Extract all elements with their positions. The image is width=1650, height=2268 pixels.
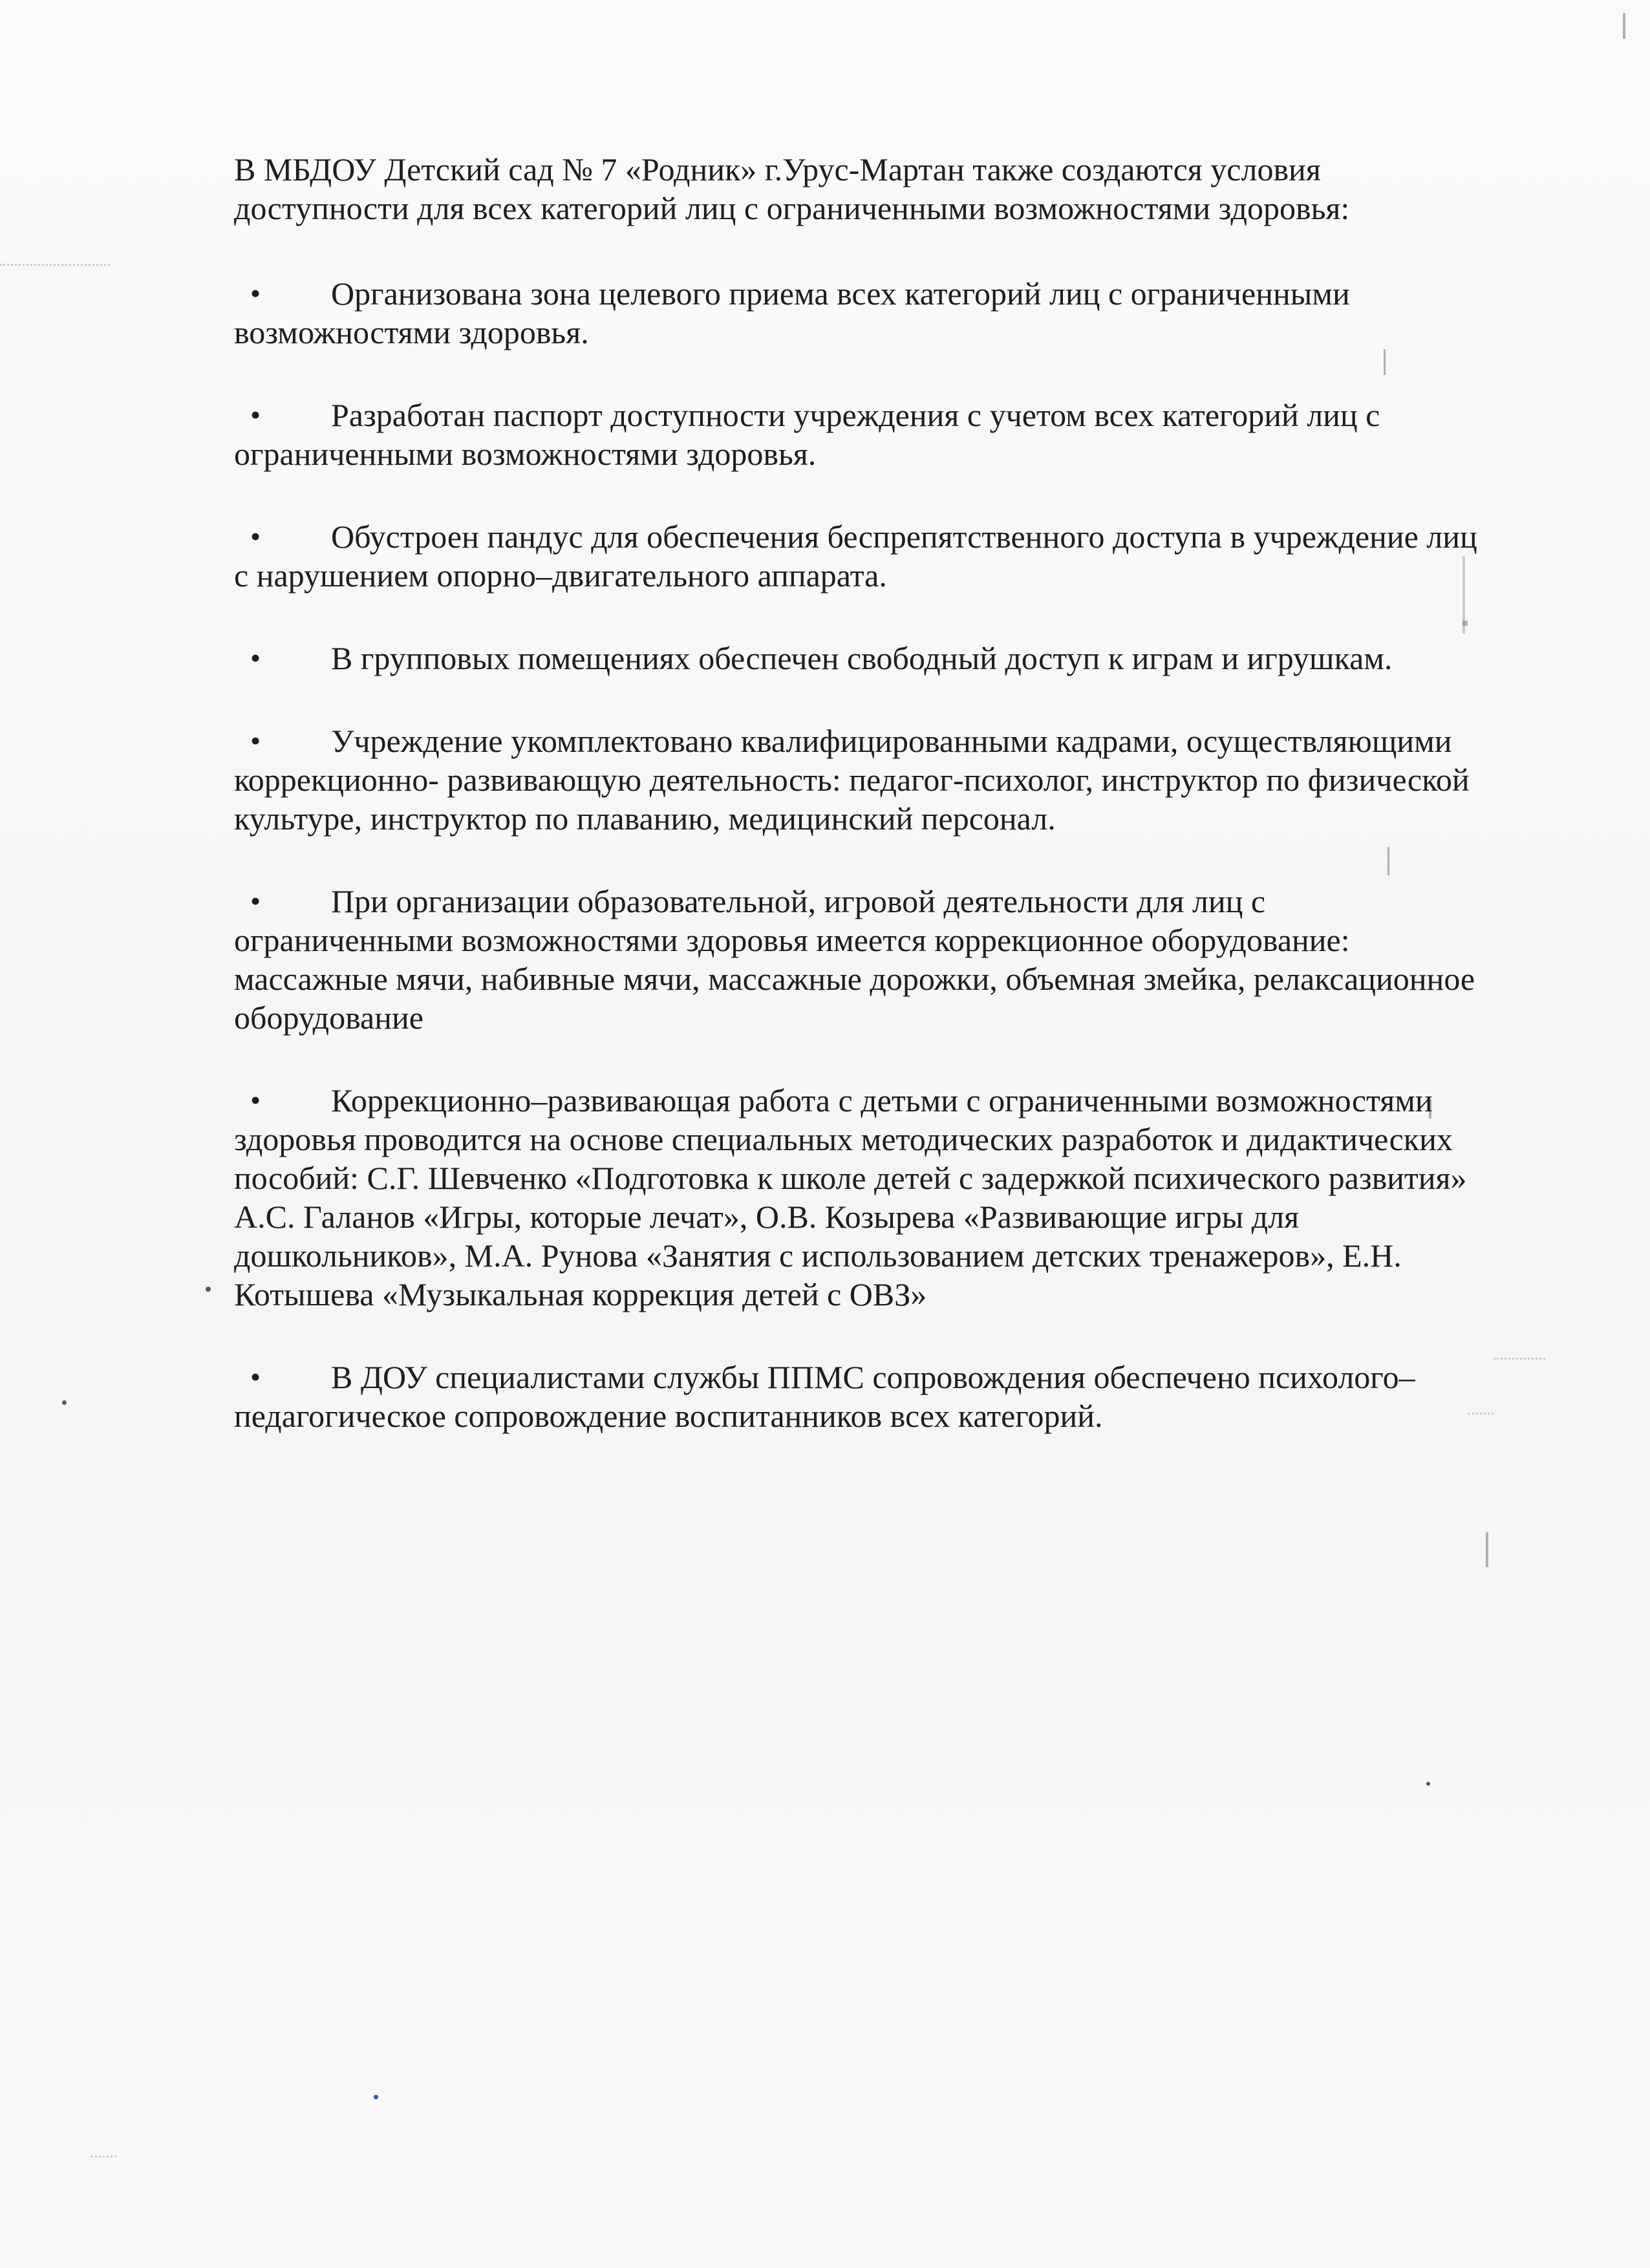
list-item-text: Разработан паспорт доступности учреждения с учетом всех категорий лиц с ограниченными возможностями здоровья. [234,397,1380,472]
bullet-icon: • [250,724,261,757]
bullet-icon: • [250,1084,261,1117]
scan-artifact-dot-2 [62,1400,67,1405]
list-item [234,517,1482,595]
list-item-text: Коррекционно–развивающая работа с детьми с ограниченными возможностями здоровья проводится на основе специальных методических разработок и дидактических пособий: С.Г. Шевченко «Подготовка к школе детей с задержкой психического развития» А.С. Галанов «Игры, которые лечат», О.В. Козырева «Развивающие игры для дошкольников», М.А. Рунова «Занятия с использованием детских тренажеров», Е.Н. Котышева «Музыкальная коррекция детей с ОВЗ» [234,1082,1467,1312]
list-item-text: В групповых помещениях обеспечен свободный доступ к играм и игрушкам. [331,640,1393,676]
list-item-text: Организована зона целевого приема всех категорий лиц с ограниченными возможностями здоровья. [234,275,1350,350]
bullet-icon: • [250,1360,261,1393]
list-item-text: При организации образовательной, игровой деятельности для лиц с ограниченными возможностями здоровья имеется коррекционное оборудование: массажные мячи, набивные мячи, массажные дорожки, объемная змейка, релаксационное оборудование [234,883,1475,1036]
scan-artifact-bottom-left [91,2156,116,2159]
list-item [234,639,1482,678]
list-item-text: В ДОУ специалистами службы ППМС сопровождения обеспечено психолого–педагогическое сопровождение воспитанников всех категорий. [234,1359,1415,1434]
list-item [234,1081,1482,1314]
bullet-icon: • [250,277,261,310]
scan-artifact-dot-1 [206,1287,211,1292]
bullet-icon: • [250,398,261,431]
scan-artifact-dot-4 [374,2095,378,2099]
document-body [234,150,1482,1479]
intro-paragraph: В МБДОУ Детский сад № 7 «Родник» г.Урус-Мартан также создаются условия доступности для всех категорий лиц с ограниченными возможностями здоровья: [234,151,1350,226]
scan-artifact-dot-3 [1426,1782,1430,1786]
scan-artifact-edge-6 [1486,1532,1488,1567]
scan-artifact-corner [1623,13,1625,39]
list-item-text: Учреждение укомплектовано квалифицированными кадрами, осуществляющими коррекционно- развивающую деятельность: педагог-психолог, инструктор по физической культуре, инструктор по плаванию, медицинский персонал. [234,723,1470,837]
bullet-icon: • [250,641,261,674]
list-item [234,396,1482,473]
list-item [234,1358,1482,1435]
list-item [234,882,1482,1037]
bullet-icon: • [250,520,261,553]
bullet-icon: • [250,884,261,917]
scan-artifact-right-1 [1494,1358,1545,1362]
list-item [234,722,1482,838]
list-item-text: Обустроен пандус для обеспечения беспрепятственного доступа в учреждение лиц с нарушением опорно–двигательного аппарата. [234,519,1477,594]
scan-artifact-top-left [0,264,110,268]
list-item [234,274,1482,352]
